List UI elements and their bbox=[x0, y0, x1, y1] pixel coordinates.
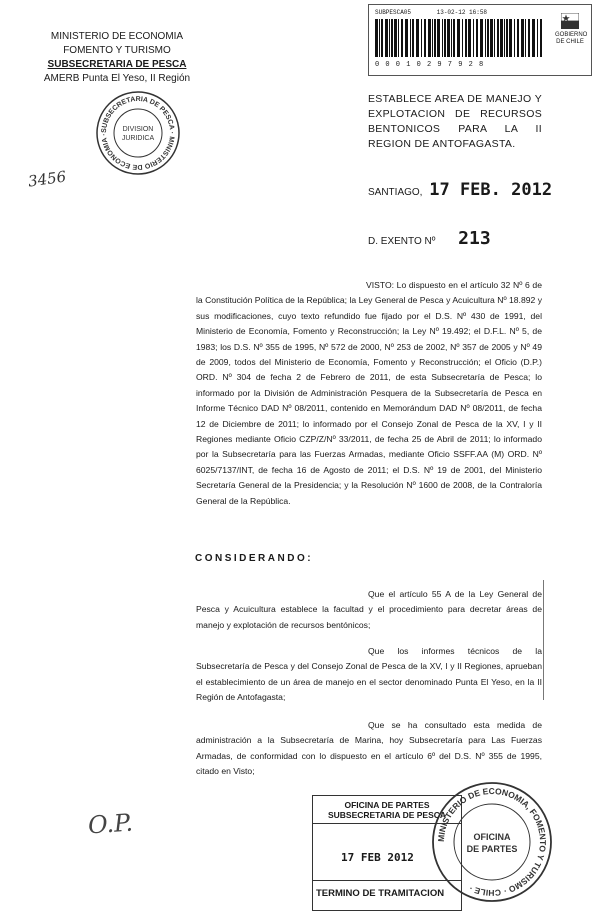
barcode-bar bbox=[432, 19, 433, 57]
gobierno-chile-text: GOBIERNO DE CHILE bbox=[555, 32, 588, 45]
considerando-paragraph-2: Que los informes técnicos de la Subsecretaría de Pesca y del Consejo Zonal de Pesca de la XV, I y II Regiones, aprueban el establecimiento de un área de manejo en el sector denominado Punta El Yeso, en la II Región de Antofagasta; bbox=[196, 646, 542, 703]
barcode-bar bbox=[412, 19, 414, 57]
barcode-bar bbox=[381, 19, 383, 57]
barcode-bar bbox=[451, 19, 452, 57]
barcode-bar bbox=[506, 19, 508, 57]
juridica-seal bbox=[95, 90, 181, 176]
stamp-office: OFICINA DE PARTES bbox=[344, 800, 430, 810]
stamp-undersecretariat: SUBSECRETARIA DE PESCA bbox=[327, 810, 447, 820]
barcode-bar bbox=[462, 19, 463, 57]
barcode-bar bbox=[497, 19, 499, 57]
barcode-bar bbox=[424, 19, 426, 57]
barcode-timestamp: 13-02-12 16:58 bbox=[436, 9, 488, 16]
barcode-bar bbox=[521, 19, 524, 57]
stamp-date: 17 FEB 2012 bbox=[341, 851, 414, 864]
amerb-location: AMERB Punta El Yeso, II Región bbox=[43, 73, 191, 84]
seal-left-center-line1: DIVISION bbox=[122, 126, 154, 133]
date-value: 17 FEB. 2012 bbox=[429, 180, 553, 200]
decree-date bbox=[368, 180, 552, 200]
decree-label: D. EXENTO Nº bbox=[368, 236, 436, 247]
seal-right-center-line2: DE PARTES bbox=[466, 844, 518, 854]
barcode-bar bbox=[444, 19, 446, 57]
barcode-bar bbox=[500, 19, 503, 57]
seal-left-ring-text: SUBSECRETARIA DE PESCA · MINISTERIO DE ECONOMIA · bbox=[100, 95, 176, 171]
barcode-bar bbox=[391, 19, 393, 57]
barcode-bar bbox=[394, 19, 397, 57]
barcode-bars bbox=[375, 19, 543, 57]
barcode-bar bbox=[528, 19, 530, 57]
undersecretariat-name: SUBSECRETARIA DE PESCA bbox=[47, 59, 187, 70]
barcode-bar bbox=[437, 19, 440, 57]
barcode-bar bbox=[490, 19, 493, 57]
visto-paragraph: VISTO: Lo dispuesto en el artículo 32 Nº 6 de la Constitución Política de la República; la Ley General de Pesca y Acuicultura Nº 18.892 y sus modificaciones, cuyo texto refundido fue fijado por el D.S. Nº 430 de 1991, del Ministerio de Economía, Fomento y Reconstrucción; la Ley Nº 19.492; el D.F.L. Nº 5, de 1983; los D.S. Nº 355 de 1995, Nº 572 de 2000, Nº 253 de 2002, Nº 357 de 2005 y Nº 49 de 2009, todos del Ministerio de Economía, Fomento y Reconstrucción; el Oficio (D.P.) ORD. Nº 304 de fecha 2 de Febrero de 2011, de esta Subsecretaría de Pesca; lo informado por la División de Administración Pesquera de la Subsecretaría de Pesca en Informe Técnico DAD Nº 08/2011, contenido en Memorándum DAD Nº 08/2011, de fecha 12 de Diciembre de 2011; lo informado por el Consejo Zonal de Pesca de la XV, I y II Regiones mediante Oficio CZP/Z/Nº 33/2011, de fecha 25 de Abril de 2011; lo informado por la Subsecretaría para las Fuerzas Armadas, mediante Oficio SSFF.AA (M) ORD. Nº 6025/7137/INT, de fecha 16 de Agosto de 2011; el D.S. Nº 19 de 2001, del Ministerio Secretaría General de la Presidencia; y la Resolución Nº 1600 de 2008, de la Contraloría General de la República. bbox=[196, 280, 542, 506]
barcode-bar bbox=[465, 19, 467, 57]
barcode-bar bbox=[410, 19, 411, 57]
barcode-bar bbox=[389, 19, 390, 57]
seal-right-ring-text: MINISTERIO DE ECONOMIA, FOMENTO Y TURISMO · CHILE · bbox=[435, 785, 549, 899]
barcode-bar bbox=[401, 19, 403, 57]
date-city: SANTIAGO, bbox=[368, 187, 423, 198]
margin-line bbox=[543, 580, 544, 700]
barcode-bar bbox=[517, 19, 519, 57]
barcode-bar bbox=[385, 19, 388, 57]
svg-text:MINISTERIO DE ECONOMIA, FOMENT bbox=[436, 786, 548, 898]
handwritten-number: 3456 bbox=[26, 167, 68, 191]
barcode-bar bbox=[504, 19, 505, 57]
barcode-bar bbox=[379, 19, 380, 57]
considerando-paragraph-1: Que el artículo 55 A de la Ley General de Pesca y Acuicultura establece la facultad y el procedimiento para decretar áreas de manejo y explotación de recursos bentónicos; bbox=[196, 589, 542, 630]
barcode-bar bbox=[457, 19, 460, 57]
ministry-name: MINISTERIO DE ECONOMIA bbox=[50, 31, 184, 42]
considerando-paragraph-3: Que se ha consultado esta medida de administración a la Subsecretaría de Marina, hoy Subsecretaría para Las Fuerzas Armadas, de conformidad con lo dispuesto en el artículo 6º del D.S. Nº 355 de 1995, citado en Visto; bbox=[196, 720, 542, 777]
decree-number-value: 213 bbox=[458, 228, 491, 249]
barcode-bar bbox=[537, 19, 538, 57]
barcode-bar bbox=[442, 19, 443, 57]
barcode-bar bbox=[480, 19, 483, 57]
barcode-bar bbox=[421, 19, 422, 57]
seal-right-center-line1: OFICINA bbox=[473, 832, 511, 842]
barcode-bar bbox=[434, 19, 436, 57]
barcode-bar bbox=[540, 19, 542, 57]
decree-number bbox=[368, 228, 491, 249]
barcode-number: 0 0 0 1 0 2 9 7 9 2 8 bbox=[375, 61, 485, 69]
stamp-footer: TERMINO DE TRAMITACION bbox=[316, 888, 445, 899]
barcode-bar bbox=[485, 19, 486, 57]
barcode-bar bbox=[398, 19, 399, 57]
gobierno-chile-logo bbox=[555, 13, 588, 46]
barcode-bar bbox=[468, 19, 471, 57]
barcode-bar bbox=[494, 19, 495, 57]
barcode-bar bbox=[375, 19, 378, 57]
barcode-bar bbox=[416, 19, 419, 57]
decree-title: ESTABLECE AREA DE MANEJO Y EXPLOTACION DE RECURSOS BENTONICOS PARA LA II REGION DE ANTOFAGASTA. bbox=[368, 93, 542, 150]
ministry-subname: FOMENTO Y TURISMO bbox=[63, 45, 171, 56]
seal-left-center-line2: JURIDICA bbox=[121, 135, 155, 142]
barcode-bar bbox=[405, 19, 408, 57]
barcode-bar bbox=[428, 19, 431, 57]
barcode-bar bbox=[453, 19, 455, 57]
barcode-bar bbox=[476, 19, 478, 57]
barcode-bar bbox=[532, 19, 535, 57]
considerando-heading: CONSIDERANDO: bbox=[195, 553, 314, 564]
barcode-label bbox=[368, 4, 592, 76]
chile-star-icon bbox=[561, 13, 579, 29]
barcode-bar bbox=[509, 19, 512, 57]
barcode-bar bbox=[473, 19, 474, 57]
svg-text:SUBSECRETARIA DE PESCA · MINIS bbox=[101, 96, 175, 170]
handwritten-initials: O.P. bbox=[87, 808, 134, 840]
oficina-partes-seal bbox=[430, 780, 554, 904]
barcode-bar bbox=[514, 19, 515, 57]
barcode-bar bbox=[525, 19, 526, 57]
ministry-header bbox=[42, 30, 192, 86]
barcode-bar bbox=[487, 19, 489, 57]
barcode-bar bbox=[447, 19, 450, 57]
barcode-code: SUBPESCA05 bbox=[375, 9, 412, 16]
